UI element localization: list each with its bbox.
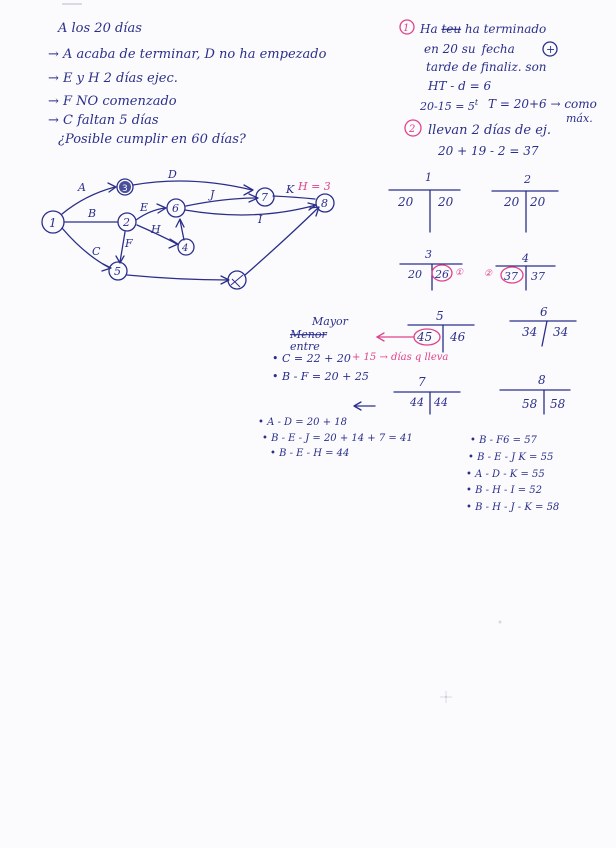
edge-label-H: H (151, 223, 161, 236)
edge-label-J: J (210, 188, 215, 201)
paths-left (258, 417, 413, 459)
header-line-6: ¿Posible cumplir en 60 días? (58, 132, 246, 147)
table-8 (500, 373, 570, 414)
node-7 (256, 188, 274, 206)
edge-K (273, 196, 315, 199)
note-1a: Ha teu ha terminado (420, 22, 547, 36)
paths-right (466, 435, 559, 513)
table-1-left: 20 (398, 195, 414, 209)
path-left-1: • A - D = 20 + 18 (258, 417, 347, 428)
edge-C (62, 228, 110, 268)
table-6-right: 34 (553, 325, 569, 339)
header-line-5: → C faltan 5 días (48, 113, 159, 128)
table-8-right: 58 (550, 397, 566, 411)
table-2 (492, 173, 558, 232)
node-3 (117, 179, 133, 195)
table-2-left: 20 (504, 195, 520, 209)
note-number-1: 1 (403, 23, 410, 34)
note-1c: tarde de finaliz. son (426, 60, 547, 74)
svg-text:7: 7 (418, 375, 426, 389)
svg-text:2: 2 (524, 173, 531, 186)
table-1-right: 20 (438, 195, 454, 209)
svg-text:2: 2 (123, 216, 130, 229)
table-4-left: 37 (504, 270, 518, 283)
table-3-mid: 26 (435, 268, 449, 281)
svg-text:7: 7 (261, 191, 268, 204)
path-right-3: • A - D - K = 55 (466, 469, 545, 480)
mayor-sub: entre (290, 340, 320, 353)
edge-6-8 (245, 208, 318, 275)
node-6-lower (228, 271, 246, 289)
table-5-right: 46 (450, 330, 466, 344)
header-notes (48, 21, 327, 147)
header-line-1: A los 20 días (58, 21, 142, 36)
network-diagram (42, 168, 334, 289)
k-annotation: H = 3 (298, 180, 331, 193)
table-4 (484, 252, 555, 290)
node-6-upper (167, 199, 185, 217)
path-right-5: • B - H - J - K = 58 (466, 502, 560, 513)
tables (389, 171, 576, 414)
path-left-3: • B - E - H = 44 (270, 448, 350, 459)
svg-text:3: 3 (425, 248, 432, 261)
edge-label-D: D (168, 168, 177, 181)
svg-text:1: 1 (425, 171, 432, 184)
note-1b: en 20 su fecha (424, 42, 515, 56)
edge-label-B: B (88, 207, 97, 220)
table-4-right: 37 (531, 270, 545, 283)
path-left-2: • B - E - J = 20 + 14 + 7 = 41 (262, 433, 413, 444)
svg-text:8: 8 (538, 373, 546, 387)
table-3-mark: ① (455, 268, 464, 278)
svg-text:6: 6 (540, 305, 548, 319)
header-line-3: → E y H 2 días ejec. (48, 71, 178, 86)
table-8-left: 58 (522, 397, 538, 411)
mayor-title: Mayor (312, 315, 348, 328)
edge-label-A: A (78, 181, 86, 194)
path-right-2: • B - E - J K = 55 (468, 452, 554, 463)
note-1e: $20-15 = 5^t$ (420, 98, 479, 113)
svg-text:4: 4 (522, 252, 529, 265)
path-right-1: • B - F6 = 57 (470, 435, 537, 446)
mayor-line-1-pink: + 15 → días q lleva (352, 352, 449, 363)
edge-I (185, 205, 316, 215)
svg-text:5: 5 (436, 309, 444, 323)
edge-J (186, 198, 257, 206)
edge-label-I: I (258, 213, 263, 226)
table-7-left: 44 (410, 396, 424, 409)
right-notes (400, 20, 597, 158)
table-3 (400, 248, 464, 290)
edge-label-K: K (286, 183, 295, 196)
edge-D (133, 181, 252, 190)
svg-text:5: 5 (114, 265, 121, 278)
table-6-left: 34 (522, 325, 538, 339)
mayor-line-1: • C = 22 + 20 (272, 352, 351, 365)
header-line-4: → F NO comenzado (48, 94, 177, 109)
svg-text:4: 4 (182, 243, 189, 254)
table-2-right: 20 (530, 195, 546, 209)
node-4 (178, 239, 194, 255)
svg-text:6: 6 (172, 202, 179, 215)
edge-label-C: C (92, 245, 101, 258)
path-right-4: • B - H - I = 52 (466, 485, 543, 496)
note-1b-plus: + (546, 43, 556, 56)
svg-text:3: 3 (122, 184, 128, 194)
node-5 (109, 262, 127, 280)
note-1f: T = 20+6 → como (488, 97, 597, 111)
edge-label-E: E (140, 201, 149, 214)
table-7 (394, 375, 460, 414)
node-2 (118, 213, 136, 231)
table-1 (389, 171, 460, 232)
svg-text:1: 1 (49, 216, 57, 230)
node-8 (316, 194, 334, 212)
note-2b: 20 + 19 - 2 = 37 (438, 144, 539, 158)
table-4-mark: ② (484, 269, 493, 279)
note-1d: HT - d = 6 (428, 79, 492, 93)
table-5-left: 45 (417, 330, 433, 344)
node-1 (42, 211, 64, 233)
edge-5-6 (127, 275, 228, 280)
header-line-2: → A acaba de terminar, D no ha empezado (48, 47, 327, 62)
note-2a: llevan 2 días de ej. (428, 123, 552, 138)
table-3-left: 20 (408, 268, 422, 281)
table-6 (510, 305, 576, 346)
mayor-line-2: • B - F = 20 + 25 (272, 370, 369, 383)
note-number-2: 2 (409, 124, 416, 135)
note-1g: máx. (566, 112, 593, 125)
edge-label-F: F (125, 237, 133, 250)
svg-text:8: 8 (321, 197, 328, 210)
menor-struck: Menor (290, 328, 327, 341)
table-7-right: 44 (434, 396, 448, 409)
table-5 (408, 309, 474, 352)
